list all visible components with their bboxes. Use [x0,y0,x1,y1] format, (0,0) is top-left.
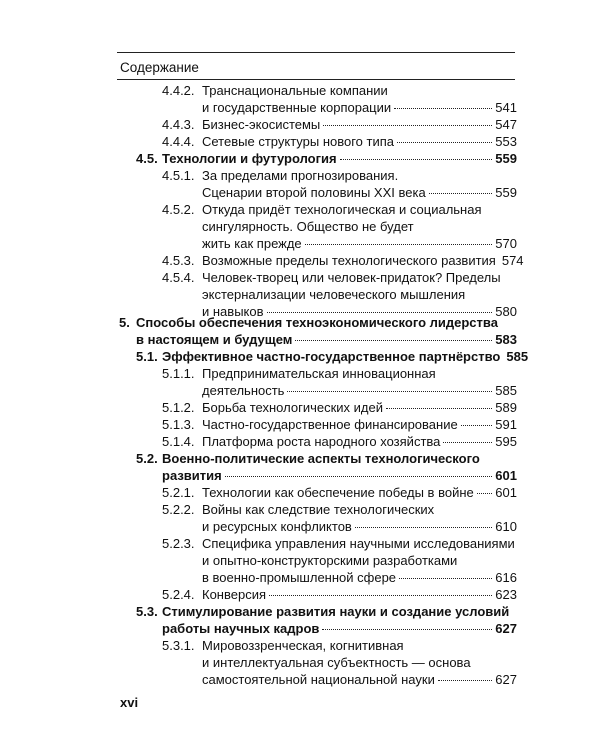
toc-entry-line-text: Технологии как обеспечение победы в войне [202,485,474,500]
toc-entry-line [202,552,517,569]
toc-entry-line [202,82,517,99]
toc-entry-title [202,133,517,150]
dot-leader [477,493,493,494]
toc-entry-line-text: Способы обеспечения техноэкономического лидерства [136,315,498,330]
toc-entry [162,167,517,201]
toc-entry-title [202,82,517,116]
toc-entry-line-text: Возможные пределы технологического развития [202,253,496,268]
dot-leader [269,595,492,596]
toc-entry-title [202,116,517,133]
toc-entry-title [202,501,517,535]
toc-entry-title [202,535,517,586]
toc-entry-line-text: Мировоззренческая, когнитивная [202,638,404,653]
toc-entry-line-text: Транснациональные компании [202,83,388,98]
toc-entry-number: 5.2.4. [162,587,195,602]
toc-entry-number: 5.2.2. [162,502,195,517]
toc-entry [162,252,524,269]
toc-entry-line [202,569,517,586]
toc-entry-page: 601 [495,485,517,500]
toc-entry-page: 585 [495,383,517,398]
dot-leader [429,193,493,194]
toc-entry-page: 547 [495,117,517,132]
toc-entry [162,637,517,688]
toc-entry-line [202,252,524,269]
toc-entry-line [202,637,517,654]
toc-entry-page: 627 [495,621,517,636]
toc-entry-number: 4.5.2. [162,202,195,217]
dot-leader [397,142,492,143]
toc-entry [162,82,517,116]
dot-leader [267,312,493,313]
dot-leader [225,476,493,477]
toc-entry-line [136,314,517,331]
toc-entry-page: 627 [495,672,517,687]
dot-leader [305,244,493,245]
toc-entry-line [202,184,517,201]
toc-entry-number: 4.5.1. [162,168,195,183]
toc-entry-line [202,416,517,433]
dot-leader [438,680,492,681]
toc-entry-line [202,286,517,303]
toc-entry-page: 583 [495,332,517,347]
toc-entry-title [162,348,529,365]
dot-leader [355,527,492,528]
toc-entry-page: 580 [495,304,517,319]
toc-entry-line [162,467,517,484]
toc-entry-line-text: сингулярность. Общество не будет [202,219,414,234]
toc-entry-line [162,603,517,620]
toc-entry-number: 5.2.3. [162,536,195,551]
toc-entry-number: 4.5. [136,151,158,166]
toc-entry-page: 553 [495,134,517,149]
toc-entry-page: 623 [495,587,517,602]
toc-entry-page: 559 [495,185,517,200]
toc-entry-line [202,133,517,150]
toc-entry-page: 574 [501,253,524,268]
toc-entry-number: 5.1.1. [162,366,195,381]
toc-entry-line [202,586,517,603]
toc-entry [162,535,517,586]
toc-entry-line-text: экстернализации человеческого мышления [202,287,466,302]
toc-entry-page: 570 [495,236,517,251]
toc-entry [162,586,517,603]
toc-entry-line-text: Сценарии второй половины XXI века [202,185,426,200]
toc-entry-title [202,637,517,688]
toc-entry-title [202,201,517,252]
toc-entry-line-text: Предпринимательская инновационная [202,366,436,381]
toc-entry-number: 5. [119,315,130,330]
toc-entry-number: 5.2. [136,451,158,466]
toc-entry-number: 4.4.2. [162,83,195,98]
toc-entry-line [202,654,517,671]
toc-entry-line [202,201,517,218]
toc-entry-line-text: Платформа роста народного хозяйства [202,434,441,449]
toc-entry-line-text: Откуда придёт технологическая и социальная [202,202,482,217]
toc-entry [162,116,517,133]
toc-entry-line [202,116,517,133]
toc-entry [162,501,517,535]
dot-leader [399,578,492,579]
toc-entry-line [202,671,517,688]
toc-entry-title [136,314,517,348]
toc-entry-title [202,484,517,501]
toc-entry-line-text: в настоящем и будущем [136,332,293,347]
toc-entry [162,269,517,320]
toc-entry-number: 5.3.1. [162,638,195,653]
toc-entry [162,365,517,399]
toc-entry [162,416,517,433]
toc-entry-title [202,399,517,416]
toc-entry-number: 4.4.4. [162,134,195,149]
toc-entry-number: 4.4.3. [162,117,195,132]
toc-entry-line-text: Сетевые структуры нового типа [202,134,395,149]
toc-entry-title [162,150,517,167]
dot-leader [287,391,492,392]
toc-entry-line [202,269,517,286]
toc-entry-title [202,433,517,450]
toc-entry-line [162,620,517,637]
toc-entry-line-text: Войны как следствие технологических [202,502,435,517]
toc-entry-line [202,218,517,235]
dot-leader [394,108,492,109]
toc-entry-title [202,416,517,433]
toc-entry [136,348,529,365]
dot-leader [386,408,492,409]
toc-entry-title [202,167,517,201]
toc-entry [162,133,517,150]
toc-entry-line-text: деятельность [202,383,285,398]
toc-entry-line-text: жить как прежде [202,236,302,251]
toc-entry-line-text: Человек-творец или человек-придаток? Пределы [202,270,501,285]
toc-entry-line-text: Военно-политические аспекты технологического [162,451,480,466]
toc-entry [162,399,517,416]
toc-entry-number: 5.1.3. [162,417,195,432]
toc-entry-line-text: работы научных кадров [162,621,320,636]
toc-entry-line [202,167,517,184]
toc-entry-line [162,450,517,467]
toc-entry-page: 559 [495,151,517,166]
toc-entry-line [162,348,529,365]
toc-entry-line [136,331,517,348]
toc-entry-title [162,450,517,484]
toc-entry-line [162,150,517,167]
dot-leader [295,340,492,341]
toc-entry-title [202,586,517,603]
toc-entry-page: 595 [495,434,517,449]
toc-entry-line [202,365,517,382]
toc-entry-line-text: Конверсия [202,587,267,602]
toc-entry-line [202,535,517,552]
toc-entry-number: 4.5.3. [162,253,195,268]
toc-entry-page: 589 [495,400,517,415]
toc-entry [136,150,517,167]
toc-entry-title [202,252,524,269]
toc-entry-line [202,399,517,416]
toc-entry-line [202,235,517,252]
toc-entry-page: 541 [495,100,517,115]
toc-entry-number: 5.1.4. [162,434,195,449]
toc-entry-number: 4.5.4. [162,270,195,285]
toc-entry-line-text: и ресурсных конфликтов [202,519,352,534]
toc-entry [162,201,517,252]
toc-entry-line-text: Бизнес-экосистемы [202,117,321,132]
toc-entry-line-text: в военно-промышленной сфере [202,570,397,585]
toc-entry-title [202,269,517,320]
toc-entry [136,603,517,637]
toc-entry-line-text: Борьба технологических идей [202,400,383,415]
toc-entry-number: 5.1.2. [162,400,195,415]
toc-entry-line-text: развития [162,468,222,483]
toc-entry-title [162,603,517,637]
toc-entry [162,433,517,450]
toc-entry-number: 5.1. [136,349,158,364]
toc-entry-line-text: и государственные корпорации [202,100,392,115]
toc-entry-line-text: Эффективное частно-государственное партнёрство [162,349,501,364]
toc-entry-line-text: и опытно-конструкторскими разработками [202,553,458,568]
toc-entry-page: 591 [495,417,517,432]
toc-entry-page: 616 [495,570,517,585]
dot-leader [461,425,493,426]
dot-leader [443,442,492,443]
toc-entry-number: 5.2.1. [162,485,195,500]
toc-entry-line [202,382,517,399]
toc-entry-line [202,484,517,501]
header-rule-top [117,52,515,53]
toc-entry-line [202,433,517,450]
toc-entry-line-text: Стимулирование развития науки и создание условий [162,604,510,619]
dot-leader [323,125,492,126]
toc-entry [136,450,517,484]
toc-entry-page: 601 [495,468,517,483]
toc-entry-page: 585 [506,349,529,364]
toc-entry-line-text: Частно-государственное финансирование [202,417,458,432]
dot-leader [322,629,492,630]
toc-entry-line-text: Технологии и футурология [162,151,337,166]
toc-entry-page: 610 [495,519,517,534]
dot-leader [340,159,493,160]
toc-entry-line-text: Специфика управления научными исследованиями [202,536,515,551]
toc-entry [119,314,517,348]
toc-entry-line [202,518,517,535]
toc-entry-title [202,365,517,399]
toc-entry-line [202,99,517,116]
toc-entry-line-text: и интеллектуальная субъектность — основа [202,655,471,670]
toc-entry-line-text: За пределами прогнозирования. [202,168,399,183]
page-number: xvi [120,695,139,710]
toc-entry-line [202,501,517,518]
running-head: Содержание [120,60,199,75]
header-rule-bottom [117,79,515,80]
toc-entry [162,484,517,501]
toc-entry-number: 5.3. [136,604,158,619]
toc-entry-line-text: и навыков [202,304,264,319]
toc-entry-line-text: самостоятельной национальной науки [202,672,435,687]
